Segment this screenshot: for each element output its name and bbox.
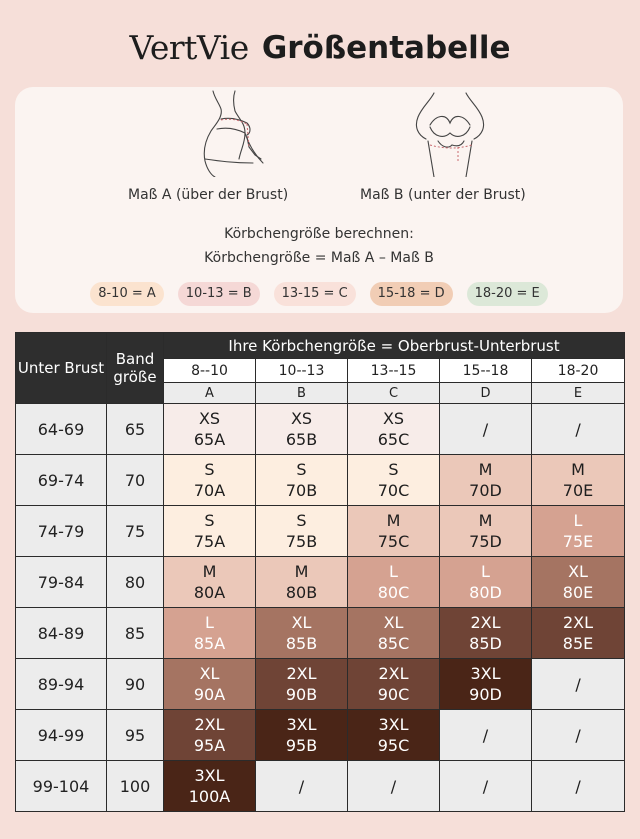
size-cell (256, 455, 348, 506)
size-label: / (482, 776, 489, 796)
measurement-guide-card (15, 87, 623, 313)
size-label: L (481, 562, 490, 581)
size-cell (532, 506, 625, 557)
size-label: / (482, 419, 489, 439)
cup-size-group-header: Ihre Körbchengröße = Oberbrust-Unterbrust (164, 333, 625, 359)
bra-size-code: 90B (285, 685, 318, 704)
bra-size-code: 85B (285, 634, 318, 653)
band-size-cell: 100 (107, 761, 164, 812)
underbust-range-cell: 69-74 (16, 455, 107, 506)
size-cell (256, 557, 348, 608)
size-label: / (575, 776, 581, 796)
cup-legend-c: 13-15 = C (274, 282, 356, 306)
bra-size-code: 95A (193, 736, 226, 755)
band-size-cell: 75 (107, 506, 164, 557)
size-cell (440, 608, 532, 659)
size-cell (256, 710, 348, 761)
size-cell (348, 761, 440, 812)
page-title (0, 28, 640, 67)
brand-logo: VertVie (129, 28, 249, 67)
size-cell (256, 506, 348, 557)
size-label: 3XL (194, 766, 225, 785)
size-cell (348, 710, 440, 761)
range-header: 13--15 (348, 359, 440, 383)
bra-size-code: 85A (193, 634, 226, 653)
cup-legend-e: 18-20 = E (467, 282, 548, 306)
size-cell (532, 761, 625, 812)
size-label: S (296, 511, 307, 530)
underbust-range-cell: 94-99 (16, 710, 107, 761)
size-label: L (573, 511, 583, 530)
bra-size-code: 80D (469, 583, 502, 602)
size-label: XL (291, 613, 312, 632)
size-label: S (204, 511, 215, 530)
underbust-range-cell: 79-84 (16, 557, 107, 608)
size-cell (440, 506, 532, 557)
bra-size-code: 75D (469, 532, 502, 551)
bra-size-code: 85D (469, 634, 502, 653)
bra-size-code: 70E (562, 481, 594, 500)
table-row (16, 557, 625, 608)
size-label: L (389, 562, 398, 581)
size-label: 2XL (194, 715, 225, 734)
size-table-body (16, 404, 625, 812)
table-row (16, 455, 625, 506)
size-label: / (575, 674, 581, 694)
size-label: M (478, 460, 493, 479)
calc-title: Körbchengröße berechnen: (224, 226, 414, 242)
size-cell (532, 710, 625, 761)
underbust-range-cell: 89-94 (16, 659, 107, 710)
cup-letter-header: A (164, 383, 256, 404)
size-label: 2XL (562, 613, 594, 632)
table-row (16, 761, 625, 812)
cup-letter-header: B (256, 383, 348, 404)
size-label: XS (382, 409, 405, 428)
size-label: 3XL (378, 715, 409, 734)
table-row (16, 506, 625, 557)
size-cell (164, 761, 256, 812)
bra-size-code: 100A (188, 787, 231, 806)
bra-size-code: 85C (377, 634, 410, 653)
size-label: XS (198, 409, 221, 428)
size-cell (440, 557, 532, 608)
size-label: XL (199, 664, 220, 683)
size-chart-heading: Größentabelle (261, 29, 511, 66)
cup-legend-a: 8-10 = A (90, 282, 164, 306)
bra-size-code: 70C (377, 481, 410, 500)
bra-size-code: 70B (285, 481, 318, 500)
band-size-cell: 90 (107, 659, 164, 710)
table-row (16, 659, 625, 710)
size-label: 3XL (286, 715, 317, 734)
size-label: M (571, 460, 585, 479)
band-size-cell: 65 (107, 404, 164, 455)
size-cell (440, 761, 532, 812)
size-cell (532, 455, 625, 506)
bra-size-code: 90C (377, 685, 410, 704)
band-size-cell: 80 (107, 557, 164, 608)
bra-size-code: 65B (285, 430, 318, 449)
bra-size-code: 95C (377, 736, 410, 755)
size-cell (348, 557, 440, 608)
range-header: 8--10 (164, 359, 256, 383)
bra-size-code: 90A (193, 685, 226, 704)
size-cell (164, 557, 256, 608)
size-cell (348, 404, 440, 455)
table-row (16, 608, 625, 659)
bra-size-code: 75A (193, 532, 226, 551)
size-label: M (386, 511, 401, 530)
cup-legend (15, 282, 623, 306)
bra-size-code: 70A (193, 481, 226, 500)
bra-size-code: 75B (285, 532, 318, 551)
size-cell (532, 659, 625, 710)
cup-letter-header: C (348, 383, 440, 404)
size-table (15, 332, 625, 812)
calc-formula: Körbchengröße = Maß A – Maß B (204, 250, 434, 266)
cup-legend-d: 15-18 = D (370, 282, 453, 306)
size-cell (348, 506, 440, 557)
table-row (16, 404, 625, 455)
range-header: 15--18 (440, 359, 532, 383)
measure-above-bust-illustration (175, 89, 275, 177)
measure-a-label: Maß A (über der Brust) (128, 187, 289, 203)
band-size-cell: 95 (107, 710, 164, 761)
size-cell (164, 659, 256, 710)
bra-size-code: 95B (285, 736, 318, 755)
size-label: XL (383, 613, 404, 632)
size-cell (348, 608, 440, 659)
size-cell (164, 506, 256, 557)
bra-size-code: 70D (469, 481, 502, 500)
size-label: M (202, 562, 217, 581)
bra-size-code: 90D (469, 685, 502, 704)
table-row (16, 710, 625, 761)
underbust-range-cell: 74-79 (16, 506, 107, 557)
cup-legend-b: 10-13 = B (178, 282, 260, 306)
size-cell (164, 455, 256, 506)
measure-under-bust-illustration (400, 89, 500, 177)
bra-size-code: 65A (193, 430, 226, 449)
cup-letter-header: D (440, 383, 532, 404)
bra-size-code: 80C (377, 583, 410, 602)
size-cell (532, 608, 625, 659)
underbust-range-cell: 64-69 (16, 404, 107, 455)
band-size-cell: 70 (107, 455, 164, 506)
measure-b-label: Maß B (unter der Brust) (360, 187, 526, 203)
range-header: 18-20 (532, 359, 625, 383)
band-size-cell: 85 (107, 608, 164, 659)
size-cell (440, 659, 532, 710)
cup-letter-header: E (532, 383, 625, 404)
bra-size-code: 75C (377, 532, 410, 551)
size-cell (256, 404, 348, 455)
size-label: / (575, 419, 581, 439)
size-cell (532, 404, 625, 455)
bra-size-code: 85E (562, 634, 594, 653)
size-cell (348, 455, 440, 506)
size-cell (440, 710, 532, 761)
size-label: L (205, 613, 214, 632)
size-cell (256, 608, 348, 659)
size-cell (256, 761, 348, 812)
bra-size-code: 65C (377, 430, 410, 449)
size-label: 3XL (470, 664, 501, 683)
range-header: 10--13 (256, 359, 348, 383)
size-cell (348, 659, 440, 710)
size-cell (532, 557, 625, 608)
size-label: M (294, 562, 309, 581)
size-label: S (296, 460, 307, 479)
size-cell (440, 404, 532, 455)
size-cell (164, 404, 256, 455)
bra-size-code: 80A (193, 583, 226, 602)
size-label: / (575, 725, 581, 745)
size-label: 2XL (470, 613, 501, 632)
size-label: M (478, 511, 493, 530)
underbust-range-cell: 84-89 (16, 608, 107, 659)
size-cell (164, 710, 256, 761)
bra-size-code: 80B (285, 583, 318, 602)
col-header-bandgroesse: Band größe (107, 333, 164, 404)
size-label: 2XL (378, 664, 409, 683)
size-cell (440, 455, 532, 506)
size-label: 2XL (286, 664, 317, 683)
size-label: S (204, 460, 215, 479)
size-label: / (482, 725, 489, 745)
size-label: XL (568, 562, 588, 581)
underbust-range-cell: 99-104 (16, 761, 107, 812)
bra-size-code: 75E (562, 532, 594, 551)
bra-size-code: 80E (562, 583, 594, 602)
size-label: / (298, 776, 305, 796)
size-label: S (388, 460, 399, 479)
size-label: XS (290, 409, 313, 428)
size-cell (256, 659, 348, 710)
size-cell (164, 608, 256, 659)
col-header-unterbrust: Unter Brust (16, 333, 107, 404)
size-label: / (390, 776, 397, 796)
